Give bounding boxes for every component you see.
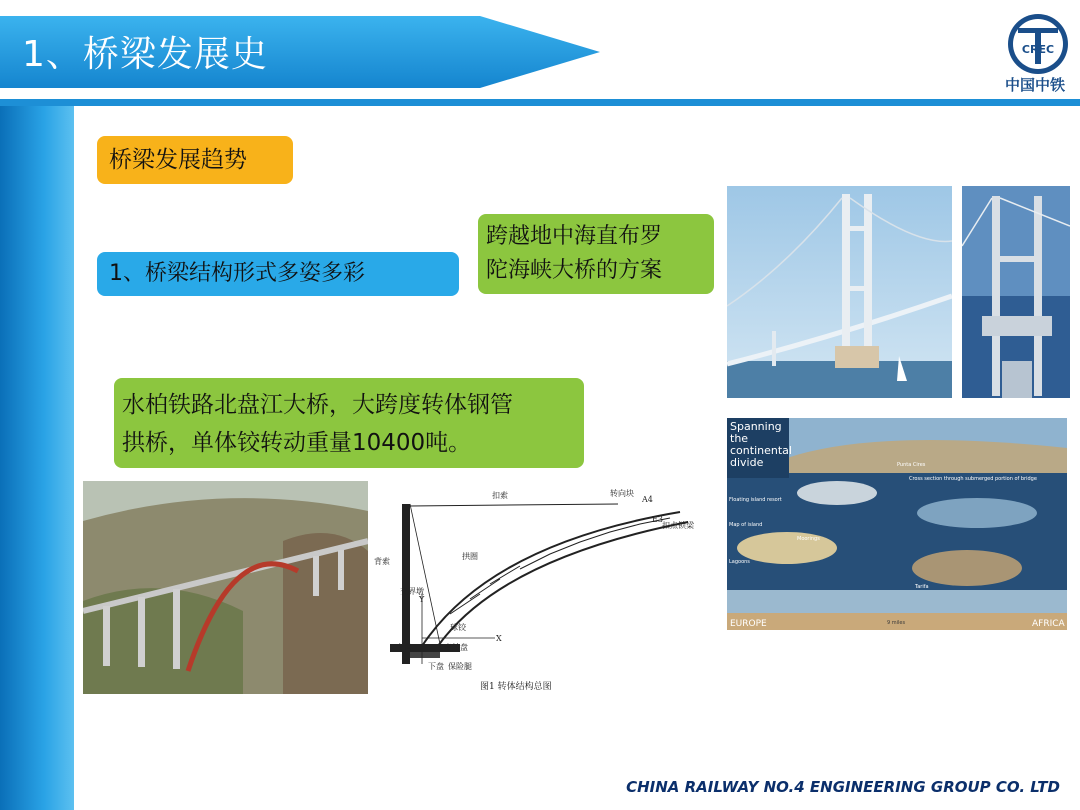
infographic-resort: Floating island resort bbox=[729, 497, 782, 503]
diagram-label-baoxian: 保险腿 bbox=[448, 662, 472, 671]
diagram-label-beisuo: 背索 bbox=[374, 557, 390, 566]
diagram-label-kousuo: 扣索 bbox=[492, 491, 508, 500]
diagram-caption: 图1 转体结构总图 bbox=[480, 682, 552, 692]
callout-gibraltar-line1: 跨越地中海直布罗 bbox=[486, 224, 663, 249]
rotation-structure-diagram bbox=[370, 484, 700, 698]
diagram-label-xiapan: 下盘 bbox=[428, 662, 444, 671]
diagram-label-jiaojie: 交界墩 bbox=[400, 587, 424, 596]
infographic-punta: Punta Cires bbox=[897, 462, 926, 468]
infographic-africa: AFRICA bbox=[1032, 619, 1065, 629]
infographic-title-4: divide bbox=[730, 456, 764, 469]
diagram-label-a4: A4 bbox=[642, 495, 653, 504]
callout-beipan-line1: 水柏铁路北盘江大桥，大跨度转体钢管 bbox=[122, 392, 513, 418]
callout-gibraltar bbox=[478, 214, 714, 294]
infographic-title-3: continental bbox=[730, 444, 792, 457]
callout-beipan bbox=[114, 378, 584, 468]
infographic-lagoons: Lagoons bbox=[729, 559, 750, 565]
page-title: 1、桥梁发展史 bbox=[22, 34, 268, 75]
diagram-label-x: X bbox=[496, 634, 502, 643]
infographic-map: Map of island bbox=[729, 522, 763, 528]
diagram-label-koudian: 扣点锁梁 bbox=[662, 521, 694, 530]
gibraltar-infographic bbox=[727, 418, 1067, 630]
infographic-title-1: Spanning bbox=[730, 420, 782, 433]
diagram-label-zhuanpan: 牵转盘 bbox=[444, 643, 468, 652]
diagram-label-qiujiao: 球铰 bbox=[450, 623, 466, 632]
callout-point-1: 1、桥梁结构形式多姿多彩 bbox=[97, 252, 459, 296]
bridge-tower-closeup bbox=[962, 186, 1070, 398]
logo-monogram: CREC bbox=[1021, 43, 1055, 56]
callout-gibraltar-line2: 陀海峡大桥的方案 bbox=[486, 258, 663, 283]
diagram-label-zhuanxiangkuai: 转向块 bbox=[610, 489, 634, 498]
diagram-label-e3: E3 bbox=[652, 515, 663, 524]
left-accent-bar bbox=[0, 106, 74, 810]
infographic-miles: 9 miles bbox=[887, 620, 906, 626]
callout-beipan-line2: 拱桥，单体铰转动重量10400吨。 bbox=[122, 430, 472, 456]
infographic-title-2: the bbox=[730, 432, 749, 445]
infographic-tarifa: Tarifa bbox=[915, 584, 929, 590]
diagram-label-gongquan: 拱圈 bbox=[462, 552, 478, 561]
beipanjiang-bridge-photo bbox=[83, 481, 368, 694]
logo-text: 中国中铁 bbox=[1004, 76, 1065, 94]
header-divider bbox=[0, 99, 1080, 106]
diagram-label-shangpan: 上盘 bbox=[396, 643, 412, 652]
gibraltar-bridge-render bbox=[727, 186, 952, 398]
footer-company: CHINA RAILWAY NO.4 ENGINEERING GROUP CO. LTD bbox=[626, 778, 1060, 796]
callout-trend: 桥梁发展趋势 bbox=[97, 136, 293, 184]
infographic-moorings: Moorings bbox=[797, 536, 820, 542]
infographic-cross: Cross section through submerged portion of bridge bbox=[909, 476, 1037, 482]
diagram-label-y: Y bbox=[419, 595, 425, 604]
infographic-europe: EUROPE bbox=[730, 619, 767, 629]
